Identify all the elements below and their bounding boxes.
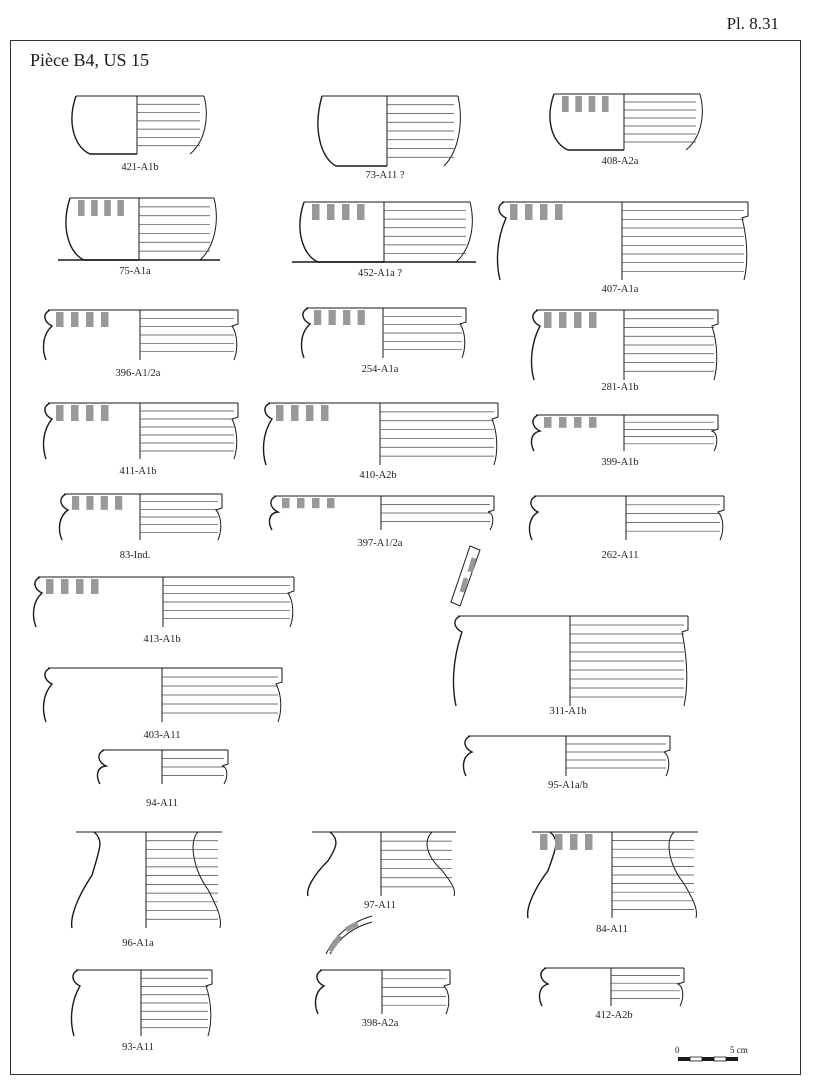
vessel-311 <box>454 616 688 706</box>
vessel-421 <box>72 96 206 154</box>
vessel-94 <box>98 750 228 784</box>
vessel-label-410: 410-A2b <box>359 470 397 481</box>
vessel-73 <box>318 96 460 166</box>
vessel-label-408: 408-A2a <box>601 156 639 167</box>
vessel-label-411: 411-A1b <box>119 466 157 477</box>
vessel-label-84: 84-A11 <box>596 924 628 935</box>
vessel-label-412: 412-A2b <box>595 1010 633 1021</box>
vessel-label-311: 311-A1b <box>549 706 587 717</box>
vessel-411 <box>44 403 238 459</box>
vessel-281 <box>532 310 718 380</box>
vessel-97 <box>308 832 456 896</box>
sherd-fragment-97 <box>326 916 372 954</box>
vessel-83 <box>60 494 222 540</box>
vessel-label-399: 399-A1b <box>601 457 639 468</box>
vessel-label-407: 407-A1a <box>601 284 639 295</box>
scale-bar <box>675 1045 748 1061</box>
scale-zero-label: 0 <box>675 1045 680 1055</box>
vessel-397 <box>270 496 494 530</box>
scale-max-label: 5 cm <box>730 1045 748 1055</box>
vessel-254 <box>302 308 466 358</box>
vessel-413 <box>34 577 294 627</box>
vessel-84 <box>528 832 698 918</box>
vessel-410 <box>264 403 498 465</box>
vessel-412 <box>540 968 684 1006</box>
vessel-label-397: 397-A1/2a <box>357 538 403 549</box>
vessel-label-452: 452-A1a ? <box>357 268 403 279</box>
vessel-label-96: 96-A1a <box>122 938 154 949</box>
vessel-label-413: 413-A1b <box>143 634 181 645</box>
section-title: Pièce B4, US 15 <box>30 50 149 70</box>
vessel-label-281: 281-A1b <box>601 382 639 393</box>
vessel-403 <box>44 668 282 722</box>
vessel-label-94: 94-A11 <box>146 798 178 809</box>
vessel-262 <box>530 496 724 540</box>
vessel-75 <box>58 198 220 260</box>
vessel-label-398: 398-A2a <box>361 1018 399 1029</box>
vessel-label-262: 262-A11 <box>601 550 639 561</box>
vessel-label-95: 95-A1a/b <box>548 780 588 791</box>
vessel-452 <box>292 202 476 262</box>
vessel-93 <box>72 970 212 1036</box>
plate-number: Pl. 8.31 <box>726 14 779 33</box>
vessel-label-254: 254-A1a <box>361 364 399 375</box>
sherd-fragment-311 <box>451 546 480 606</box>
vessel-label-403: 403-A11 <box>143 730 181 741</box>
vessel-label-396: 396-A1/2a <box>115 368 161 379</box>
vessel-396 <box>44 310 238 360</box>
vessel-label-93: 93-A11 <box>122 1042 154 1053</box>
vessel-398 <box>316 970 450 1014</box>
vessel-label-73: 73-A11 ? <box>365 170 405 181</box>
vessel-95 <box>464 736 670 776</box>
vessel-408 <box>550 94 702 150</box>
vessel-399 <box>532 415 718 451</box>
vessel-label-421: 421-A1b <box>121 162 159 173</box>
vessel-96 <box>72 832 222 928</box>
vessel-407 <box>498 202 748 280</box>
vessel-label-75: 75-A1a <box>119 266 151 277</box>
vessel-label-97: 97-A11 <box>364 900 396 911</box>
vessel-label-83: 83-Ind. <box>119 550 151 561</box>
